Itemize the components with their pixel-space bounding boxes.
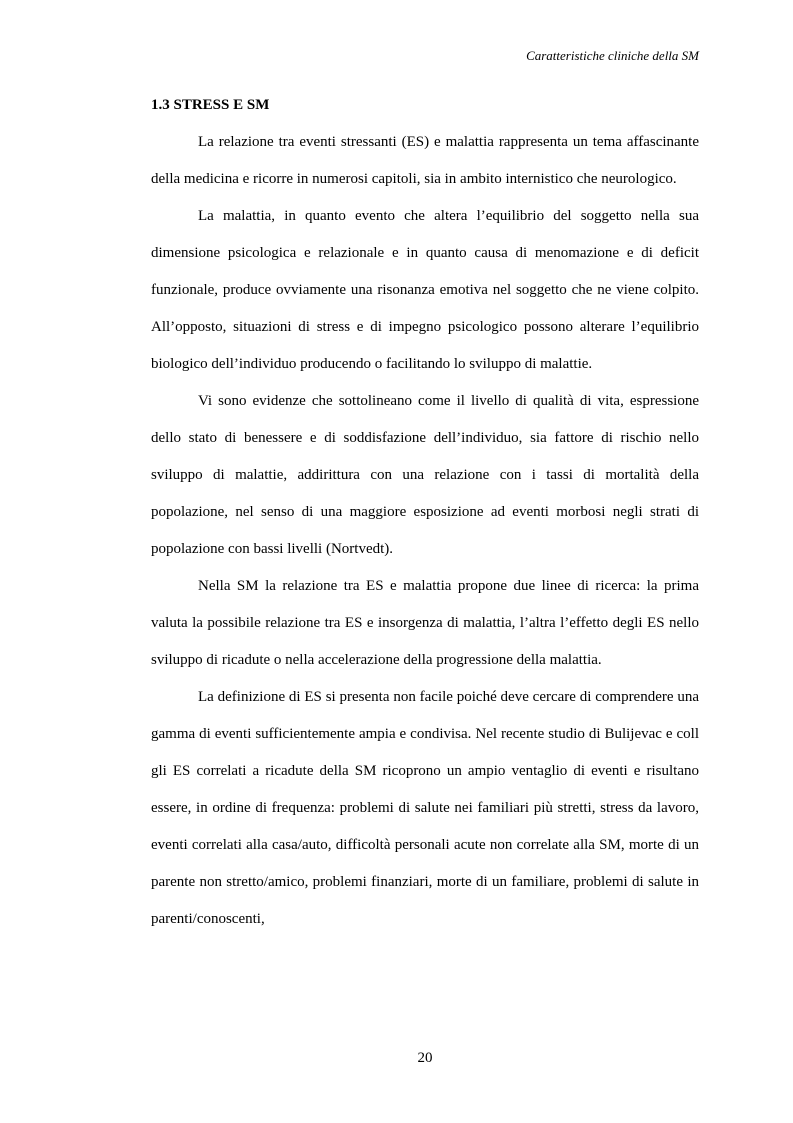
paragraph: La malattia, in quanto evento che altera l’equilibrio del soggetto nella sua dimensione psicologica e relazionale e in quanto causa di menomazione e di deficit funzionale, produce ovviamente una risonanza emotiva nel soggetto che ne viene colpito. All’opposto, situazioni di stress e di impegno psicologico possono alterare l’equilibrio biologico dell’individuo producendo o facilitando lo sviluppo di malattie. <box>151 208 699 372</box>
running-header: Caratteristiche cliniche della SM <box>526 48 699 63</box>
paragraph: Nella SM la relazione tra ES e malattia propone due linee di ricerca: la prima valuta la possibile relazione tra ES e insorgenza di malattia, l’altra l’effetto degli ES nello sviluppo di ricadute o nella accelerazione della progressione della malattia. <box>151 578 699 668</box>
paragraph: Vi sono evidenze che sottolineano come il livello di qualità di vita, espressione dello stato di benessere e di soddisfazione dell’individuo, sia fattore di rischio nello sviluppo di malattie, addirittura con una relazione con i tassi di mortalità della popolazione, nel senso di una maggiore esposizione ad eventi morbosi negli strati di popolazione con bassi livelli (Nortvedt). <box>151 393 699 557</box>
body-text <box>151 124 699 938</box>
section-heading: 1.3 STRESS E SM <box>151 97 270 113</box>
page-number: 20 <box>417 1050 433 1066</box>
paragraph: La definizione di ES si presenta non facile poiché deve cercare di comprendere una gamma di eventi sufficientemente ampia e condivisa. Nel recente studio di Bulijevac e coll gli ES correlati a ricadute della SM ricoprono un ampio ventaglio di eventi e risultano essere, in ordine di frequenza: problemi di salute nei familiari più stretti, stress da lavoro, eventi correlati alla casa/auto, difficoltà personali acute non correlate alla SM, morte di un parente non stretto/amico, problemi finanziari, morte di un familiare, problemi di salute in parenti/conoscenti, <box>151 689 699 927</box>
paragraph: La relazione tra eventi stressanti (ES) e malattia rappresenta un tema affascinante della medicina e ricorre in numerosi capitoli, sia in ambito internistico che neurologico. <box>151 134 699 187</box>
